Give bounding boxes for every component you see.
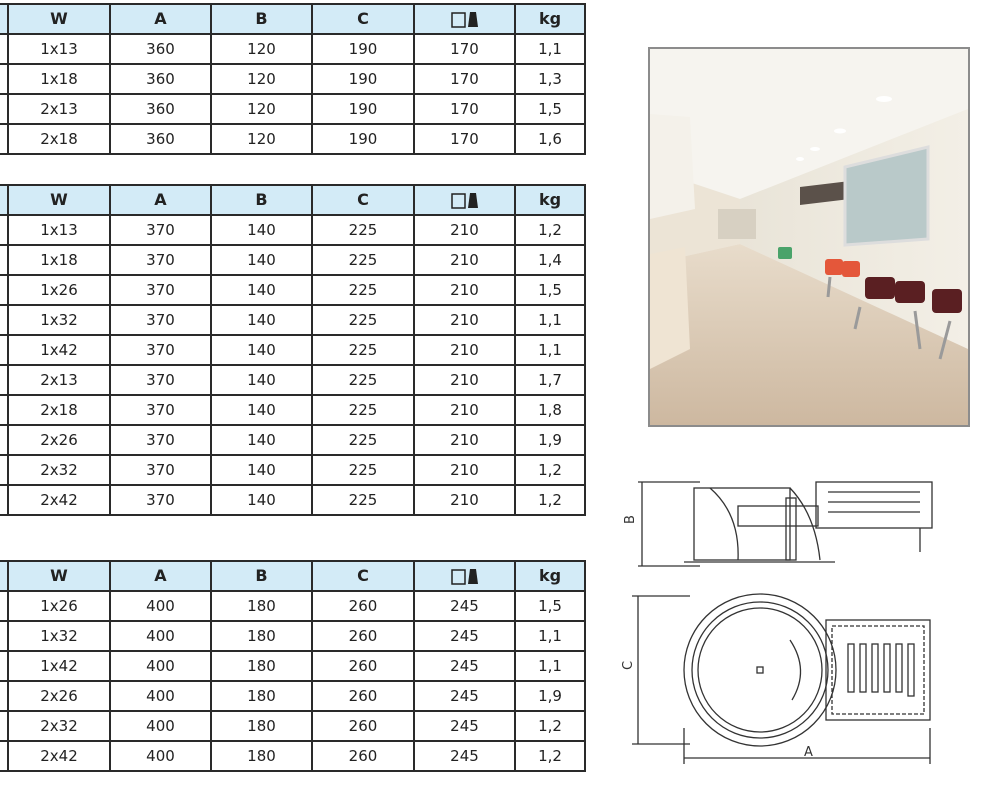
table-row: [0, 395, 585, 425]
kg-cell: 1,6: [515, 124, 585, 154]
a-cell: 400: [110, 741, 211, 771]
a-header: A: [110, 185, 211, 215]
row-stub-cell: [0, 741, 8, 771]
kg-cell: 1,2: [515, 455, 585, 485]
table-row: [0, 711, 585, 741]
kg-cell: 1,1: [515, 34, 585, 64]
c-cell: 225: [312, 215, 414, 245]
header-row: [0, 185, 585, 215]
c-cell: 190: [312, 124, 414, 154]
kg-cell: 1,1: [515, 335, 585, 365]
b-cell: 140: [211, 365, 312, 395]
wattage-cell: 2x32: [8, 455, 110, 485]
kg-header: kg: [515, 185, 585, 215]
b-cell: 140: [211, 485, 312, 515]
b-cell: 180: [211, 621, 312, 651]
spec-table-1: [0, 3, 586, 155]
kg-cell: 1,9: [515, 681, 585, 711]
a-cell: 400: [110, 651, 211, 681]
row-stub-cell: [0, 591, 8, 621]
b-cell: 120: [211, 124, 312, 154]
table-row: [0, 124, 585, 154]
table-row: [0, 455, 585, 485]
b-cell: 140: [211, 275, 312, 305]
wattage-cell: 2x18: [8, 395, 110, 425]
w-header: W: [8, 185, 110, 215]
kg-header: kg: [515, 561, 585, 591]
a-cell: 360: [110, 94, 211, 124]
kg-cell: 1,3: [515, 64, 585, 94]
row-stub-cell: [0, 621, 8, 651]
row-stub-cell: [0, 215, 8, 245]
row-stub-cell: [0, 305, 8, 335]
kg-cell: 1,2: [515, 215, 585, 245]
wattage-cell: 2x13: [8, 365, 110, 395]
wattage-cell: 1x42: [8, 651, 110, 681]
cutout-cell: 210: [414, 365, 515, 395]
header-row: [0, 561, 585, 591]
dim-a-label: A: [804, 745, 813, 760]
a-header: A: [110, 4, 211, 34]
c-cell: 225: [312, 425, 414, 455]
w-header: W: [8, 561, 110, 591]
spec-table-3: [0, 560, 586, 772]
cutout-cell: 210: [414, 395, 515, 425]
kg-cell: 1,1: [515, 305, 585, 335]
b-cell: 120: [211, 94, 312, 124]
a-cell: 370: [110, 245, 211, 275]
kg-cell: 1,8: [515, 395, 585, 425]
table-row: [0, 485, 585, 515]
dim-c-label: C: [621, 660, 636, 670]
c-header: C: [312, 4, 414, 34]
c-cell: 190: [312, 34, 414, 64]
a-cell: 370: [110, 275, 211, 305]
c-cell: 260: [312, 591, 414, 621]
wattage-cell: 1x26: [8, 591, 110, 621]
cutout-cell: 245: [414, 651, 515, 681]
wattage-cell: 2x26: [8, 681, 110, 711]
table-row: [0, 34, 585, 64]
wattage-cell: 2x32: [8, 711, 110, 741]
w-header: W: [8, 4, 110, 34]
cutout-cell: 210: [414, 305, 515, 335]
a-header: A: [110, 561, 211, 591]
c-cell: 225: [312, 395, 414, 425]
kg-header: kg: [515, 4, 585, 34]
kg-cell: 1,5: [515, 94, 585, 124]
cutout-cell: 210: [414, 215, 515, 245]
b-header: B: [211, 4, 312, 34]
cutout-header: [414, 561, 515, 591]
cutout-cell: 170: [414, 124, 515, 154]
table-row: [0, 245, 585, 275]
kg-cell: 1,1: [515, 651, 585, 681]
cutout-cell: 210: [414, 245, 515, 275]
table-row: [0, 425, 585, 455]
kg-cell: 1,1: [515, 621, 585, 651]
spec-table-2: [0, 184, 586, 516]
c-cell: 260: [312, 741, 414, 771]
row-stub-cell: [0, 485, 8, 515]
wattage-cell: 1x18: [8, 64, 110, 94]
table-row: [0, 621, 585, 651]
table-row: [0, 591, 585, 621]
row-stub-cell: [0, 335, 8, 365]
wattage-cell: 2x13: [8, 94, 110, 124]
b-cell: 140: [211, 455, 312, 485]
kg-cell: 1,7: [515, 365, 585, 395]
cutout-cell: 170: [414, 34, 515, 64]
cutout-header: [414, 185, 515, 215]
table-row: [0, 335, 585, 365]
wattage-cell: 1x13: [8, 215, 110, 245]
cutout-header: [414, 4, 515, 34]
a-cell: 360: [110, 34, 211, 64]
table-row: [0, 741, 585, 771]
a-cell: 370: [110, 455, 211, 485]
row-stub-cell: [0, 124, 8, 154]
wattage-cell: 2x42: [8, 741, 110, 771]
corridor-photo: [648, 47, 970, 427]
row-stub-cell: [0, 94, 8, 124]
c-cell: 225: [312, 365, 414, 395]
wattage-cell: 1x32: [8, 621, 110, 651]
b-header: B: [211, 561, 312, 591]
c-cell: 260: [312, 681, 414, 711]
top-view-drawing: [620, 588, 940, 768]
cutout-mounting-icon: [450, 567, 480, 587]
b-header: B: [211, 185, 312, 215]
b-cell: 140: [211, 245, 312, 275]
row-stub: [0, 185, 8, 215]
cutout-cell: 170: [414, 64, 515, 94]
table-row: [0, 64, 585, 94]
cutout-cell: 210: [414, 335, 515, 365]
a-cell: 400: [110, 591, 211, 621]
a-cell: 370: [110, 485, 211, 515]
kg-cell: 1,5: [515, 275, 585, 305]
a-cell: 370: [110, 215, 211, 245]
row-stub-cell: [0, 395, 8, 425]
table-row: [0, 94, 585, 124]
kg-cell: 1,9: [515, 425, 585, 455]
kg-cell: 1,2: [515, 711, 585, 741]
kg-cell: 1,5: [515, 591, 585, 621]
wattage-cell: 1x13: [8, 34, 110, 64]
b-cell: 180: [211, 711, 312, 741]
c-header: C: [312, 185, 414, 215]
wattage-cell: 1x32: [8, 305, 110, 335]
cutout-cell: 245: [414, 741, 515, 771]
c-cell: 260: [312, 711, 414, 741]
a-cell: 370: [110, 395, 211, 425]
c-cell: 225: [312, 275, 414, 305]
a-cell: 360: [110, 124, 211, 154]
corridor-illustration: [650, 49, 968, 425]
side-view-drawing: [620, 474, 940, 578]
a-cell: 370: [110, 365, 211, 395]
cutout-cell: 245: [414, 591, 515, 621]
table-row: [0, 305, 585, 335]
a-cell: 400: [110, 711, 211, 741]
kg-cell: 1,2: [515, 485, 585, 515]
wattage-cell: 2x18: [8, 124, 110, 154]
a-cell: 360: [110, 64, 211, 94]
wattage-cell: 2x26: [8, 425, 110, 455]
row-stub-cell: [0, 455, 8, 485]
table-row: [0, 651, 585, 681]
cutout-cell: 210: [414, 455, 515, 485]
b-cell: 120: [211, 34, 312, 64]
table-row: [0, 275, 585, 305]
b-cell: 120: [211, 64, 312, 94]
header-row: [0, 4, 585, 34]
cutout-cell: 245: [414, 621, 515, 651]
kg-cell: 1,4: [515, 245, 585, 275]
wattage-cell: 2x42: [8, 485, 110, 515]
b-cell: 180: [211, 591, 312, 621]
cutout-cell: 245: [414, 711, 515, 741]
b-cell: 180: [211, 651, 312, 681]
c-cell: 225: [312, 485, 414, 515]
row-stub-cell: [0, 681, 8, 711]
row-stub-cell: [0, 425, 8, 455]
kg-cell: 1,2: [515, 741, 585, 771]
table-row: [0, 215, 585, 245]
cutout-mounting-icon: [450, 191, 480, 211]
a-cell: 370: [110, 305, 211, 335]
wattage-cell: 1x42: [8, 335, 110, 365]
c-cell: 260: [312, 621, 414, 651]
a-cell: 400: [110, 621, 211, 651]
row-stub: [0, 561, 8, 591]
b-cell: 180: [211, 681, 312, 711]
row-stub: [0, 4, 8, 34]
a-cell: 370: [110, 425, 211, 455]
row-stub-cell: [0, 275, 8, 305]
a-cell: 400: [110, 681, 211, 711]
row-stub-cell: [0, 245, 8, 275]
b-cell: 140: [211, 425, 312, 455]
row-stub-cell: [0, 64, 8, 94]
c-cell: 225: [312, 335, 414, 365]
row-stub-cell: [0, 34, 8, 64]
b-cell: 140: [211, 305, 312, 335]
wattage-cell: 1x26: [8, 275, 110, 305]
row-stub-cell: [0, 651, 8, 681]
b-cell: 140: [211, 335, 312, 365]
b-cell: 140: [211, 395, 312, 425]
a-cell: 370: [110, 335, 211, 365]
b-cell: 180: [211, 741, 312, 771]
c-cell: 190: [312, 64, 414, 94]
c-cell: 260: [312, 651, 414, 681]
dim-b-label: B: [623, 515, 638, 524]
table-row: [0, 681, 585, 711]
cutout-cell: 210: [414, 425, 515, 455]
table-row: [0, 365, 585, 395]
c-header: C: [312, 561, 414, 591]
row-stub-cell: [0, 365, 8, 395]
wattage-cell: 1x18: [8, 245, 110, 275]
cutout-cell: 245: [414, 681, 515, 711]
b-cell: 140: [211, 215, 312, 245]
c-cell: 225: [312, 455, 414, 485]
cutout-cell: 210: [414, 485, 515, 515]
c-cell: 225: [312, 305, 414, 335]
cutout-cell: 210: [414, 275, 515, 305]
cutout-mounting-icon: [450, 10, 480, 30]
c-cell: 190: [312, 94, 414, 124]
row-stub-cell: [0, 711, 8, 741]
c-cell: 225: [312, 245, 414, 275]
cutout-cell: 170: [414, 94, 515, 124]
